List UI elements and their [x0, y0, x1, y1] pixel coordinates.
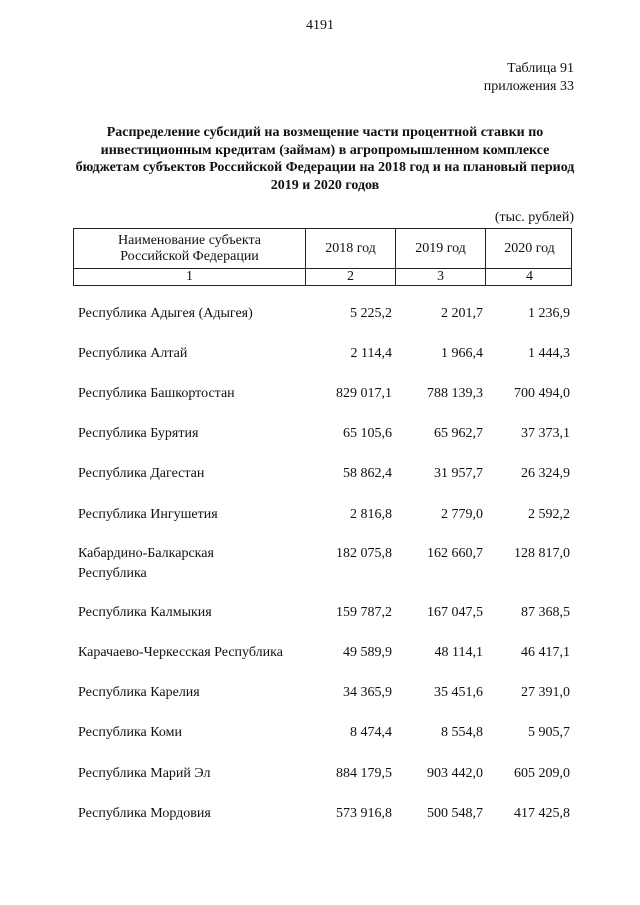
value-2020: 27 391,0: [521, 685, 570, 700]
value-2020: 605 209,0: [514, 766, 570, 781]
value-2018: 49 589,9: [343, 645, 392, 660]
region-name: Республика Алтай: [78, 346, 188, 361]
header-region-name: Наименование субъекта Российской Федерации: [74, 229, 306, 268]
value-2019: 35 451,6: [434, 685, 483, 700]
value-2020: 700 494,0: [514, 386, 570, 401]
units-label: (тыс. рублей): [494, 210, 574, 225]
value-2018: 573 916,8: [336, 806, 392, 821]
value-2020: 46 417,1: [521, 645, 570, 660]
value-2019: 903 442,0: [427, 766, 483, 781]
header-2018: 2018 год: [306, 229, 396, 268]
value-2020: 1 444,3: [528, 346, 570, 361]
table-ref-line2: приложения 33: [483, 79, 574, 94]
value-2020: 87 368,5: [521, 605, 570, 620]
value-2020: 1 236,9: [528, 306, 570, 321]
column-number-2: 2: [306, 269, 396, 285]
region-name: Республика Бурятия: [78, 426, 199, 441]
value-2018: 829 017,1: [336, 386, 392, 401]
region-name: Республика Марий Эл: [78, 766, 211, 781]
value-2018: 58 862,4: [343, 466, 392, 481]
value-2019: 167 047,5: [427, 605, 483, 620]
value-2018: 2 114,4: [350, 346, 392, 361]
region-name: Республика Коми: [78, 725, 182, 740]
region-name: Кабардино-Балкарская Республика: [78, 546, 214, 581]
value-2019: 162 660,7: [427, 546, 483, 561]
value-2018: 159 787,2: [336, 605, 392, 620]
region-name: Республика Карелия: [78, 685, 200, 700]
region-name: Республика Калмыкия: [78, 605, 212, 620]
region-name: Республика Дагестан: [78, 466, 205, 481]
region-name: Республика Башкортостан: [78, 386, 235, 401]
document-title: Распределение субсидий на возмещение части процентной ставки по инвестиционным кредитам (займам) в агропромышленном комплексе бюджетам субъектов Российской Федерации на 2018 год и на плановый период 2019 и 2020 годов: [75, 125, 575, 193]
value-2018: 34 365,9: [343, 685, 392, 700]
value-2020: 26 324,9: [521, 466, 570, 481]
value-2020: 37 373,1: [521, 426, 570, 441]
value-2019: 31 957,7: [434, 466, 483, 481]
value-2018: 65 105,6: [343, 426, 392, 441]
value-2019: 48 114,1: [434, 645, 483, 660]
value-2020: 2 592,2: [528, 507, 570, 522]
table-header: [73, 228, 572, 269]
page-number: 4191: [306, 18, 334, 33]
header-2019: 2019 год: [396, 229, 486, 268]
value-2018: 5 225,2: [350, 306, 392, 321]
value-2019: 8 554,8: [441, 725, 483, 740]
region-name: Республика Мордовия: [78, 806, 211, 821]
region-name: Республика Адыгея (Адыгея): [78, 306, 253, 321]
table-ref-line1: Таблица 91: [507, 61, 574, 76]
value-2019: 2 201,7: [441, 306, 483, 321]
header-2020: 2020 год: [504, 240, 555, 256]
value-2020: 128 817,0: [514, 546, 570, 561]
region-name: Республика Ингушетия: [78, 507, 218, 522]
value-2020: 5 905,7: [528, 725, 570, 740]
value-2018: 182 075,8: [336, 546, 392, 561]
region-name: Карачаево-Черкесская Республика: [78, 645, 283, 660]
value-2019: 65 962,7: [434, 426, 483, 441]
value-2018: 884 179,5: [336, 766, 392, 781]
table-column-numbers: [73, 268, 572, 286]
value-2019: 788 139,3: [427, 386, 483, 401]
value-2018: 2 816,8: [350, 507, 392, 522]
column-number-4: 4: [526, 269, 533, 284]
value-2018: 8 474,4: [350, 725, 392, 740]
value-2019: 1 966,4: [441, 346, 483, 361]
column-number-3: 3: [396, 269, 486, 285]
value-2019: 500 548,7: [427, 806, 483, 821]
value-2020: 417 425,8: [514, 806, 570, 821]
value-2019: 2 779,0: [441, 507, 483, 522]
column-number-1: 1: [74, 269, 306, 285]
